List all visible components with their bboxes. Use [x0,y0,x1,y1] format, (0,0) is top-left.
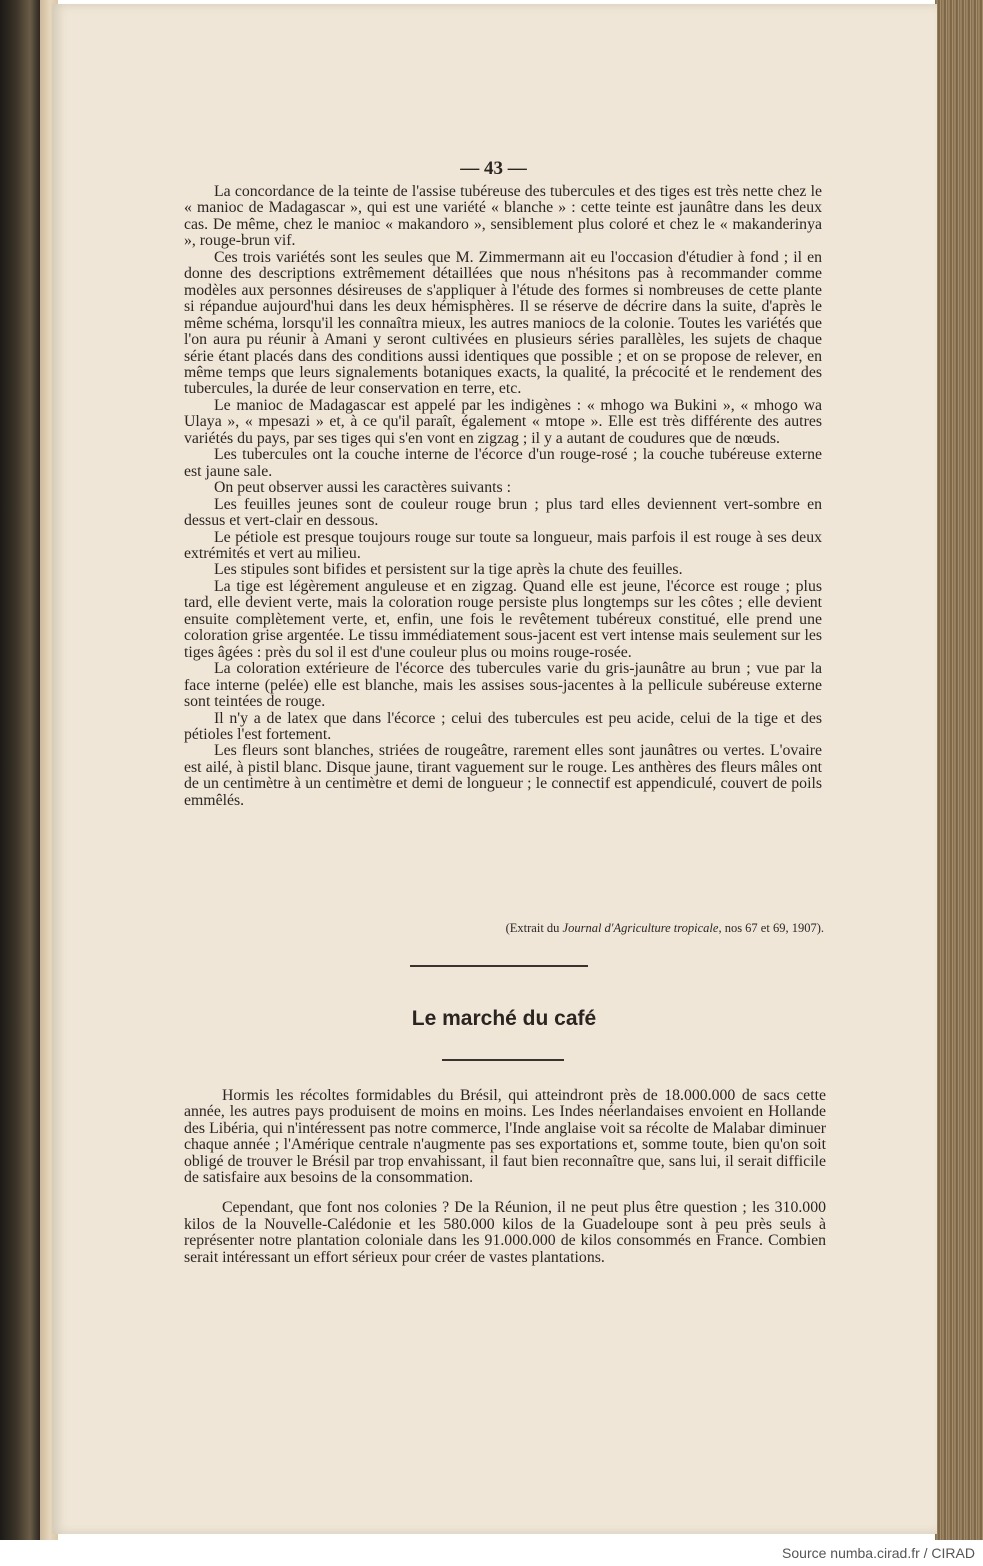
paragraph: Il n'y a de latex que dans l'écorce ; celui des tubercules est peu acide, celui de la tige et des pétioles l'est fortement. [184,709,822,743]
section-divider [410,965,588,967]
paragraph: Les fleurs sont blanches, striées de rougeâtre, rarement elles sont jaunâtres ou vertes. L'ovaire est ailé, à pistil blanc. Disque jaune, tirant vaguement sur le rouge. Les anthères des fleurs mâles ont de un centimètre à un centimètre et demi de longueur ; le connectif est appendiculé, couvert de poils emmêlés. [184,742,822,809]
scanned-page [52,4,937,1534]
paragraph: Les stipules sont bifides et persistent sur la tige après la chute des feuilles. [214,561,683,579]
citation-suffix: , nos 67 et 69, 1907). [718,921,824,935]
paragraph: On peut observer aussi les caractères suivants : [214,479,511,497]
citation-prefix: (Extrait du [505,921,563,935]
paragraph: Les tubercules ont la couche interne de l'écorce d'un rouge-rosé ; la couche tubéreuse externe est jaune sale. [184,446,822,480]
source-citation [184,921,824,936]
source-credit: Source numba.cirad.fr / CIRAD [782,1545,975,1561]
section-title: Le marché du café [411,1007,597,1030]
paragraph: Ces trois variétés sont les seules que M. Zimmermann ait eu l'occasion d'étudier à fond ; il en donne des descriptions extrêmement détaillées que nous n'hésitons pas à recommander comme modèles aux personnes désireuses de s'appliquer à l'étude des formes si nombreuses de cette plante si répandue aujourd'hui dans les deux hémisphères. Il se réserve de décrire dans la suite, d'après le même schéma, lorsqu'il les connaîtra mieux, les autres maniocs de la colonie. Toutes les variétés que l'on aura pu réunir à Amani y seront cultivées en plusieurs séries parallèles, les sujets de chaque série étant placés dans des conditions aussi identiques que possible ; et on se propose de relever, en même temps que leurs signalements botaniques exacts, la qualité, la précocité et le rendement des tubercules, la durée de leur conservation en terre, etc. [184,248,822,398]
paragraph: La tige est légèrement anguleuse et en zigzag. Quand elle est jeune, l'écorce est rouge ; plus tard, elle devient verte, mais la coloration rouge persiste plus longtemps sur les côtes ; elle devient ensuite complètement verte, et, enfin, une fois le revêtement tubéreux constitué, elle prend une coloration grise argentée. Le tissu immédiatement sous-jacent est vert intense mais seulement sur les tiges âgées : près du sol il est d'une couleur plus ou moins rouge-rosée. [184,577,822,661]
paragraph: La concordance de la teinte de l'assise tubéreuse des tubercules et des tiges est très nette chez le « manioc de Madagascar », qui est une variété « blanche » : cette teinte est jaunâtre dans les deux cas. De même, chez le manioc « makandoro », sensiblement plus coloré et chez le « makanderinya », rouge-brun vif. [184,183,822,250]
page-number: — 43 — [460,158,527,179]
title-underline [442,1059,564,1061]
coffee-article-text [184,1088,826,1280]
manioc-article-text [184,184,822,809]
paragraph: La coloration extérieure de l'écorce des tubercules varie du gris-jaunâtre au brun ; vue par la face interne (pelée) elle est blanche, mais les assises sous-jacentes à la pellicule subéreuse externe sont teintées de rouge. [184,660,822,711]
paragraph: Le pétiole est presque toujours rouge sur toute sa longueur, mais parfois il est rouge à ses deux extrémités et vert au milieu. [184,528,822,562]
paragraph: Le manioc de Madagascar est appelé par les indigènes : « mhogo wa Bukini », « mhogo wa Ulaya », « mpesazi » et, à ce qu'il paraît, également « mtope ». Elle est très différente des autres variétés du pays, par ses tiges qui s'en vont en zigzag ; il y a autant de coudures que de nœuds. [184,396,822,447]
citation-journal: Journal d'Agriculture tropicale [562,921,719,935]
book-spine [0,0,40,1540]
paragraph: Cependant, que font nos colonies ? De la Réunion, il ne peut plus être question ; les 310.000 kilos de la Nouvelle-Calédonie et les 580.000 kilos de la Guadeloupe sont à peu près seuls à représenter notre plantation coloniale dans les 91.000.000 de kilos consommés en France. Combien serait intéressant un effort sérieux pour créer de vastes plantations. [184,1199,826,1266]
page-fore-edge [935,0,983,1540]
paragraph: Hormis les récoltes formidables du Brésil, qui atteindront près de 18.000.000 de sacs cette année, les autres pays produisent de moins en moins. Les Indes néerlandaises envoient en Hollande des Libéria, qui n'intéressent pas notre commerce, l'Inde anglaise voit sa récolte de Malabar diminuer chaque année ; l'Amérique centrale n'augmente pas ses exportations et, somme toute, bien qu'on soit obligé de trouver le Brésil par trop envahissant, il faut bien reconnaître que, sans lui, il serait difficile de satisfaire aux besoins de la consommation. [184,1087,826,1187]
paragraph: Les feuilles jeunes sont de couleur rouge brun ; plus tard elles deviennent vert-sombre en dessus et vert-clair en dessous. [184,495,822,530]
